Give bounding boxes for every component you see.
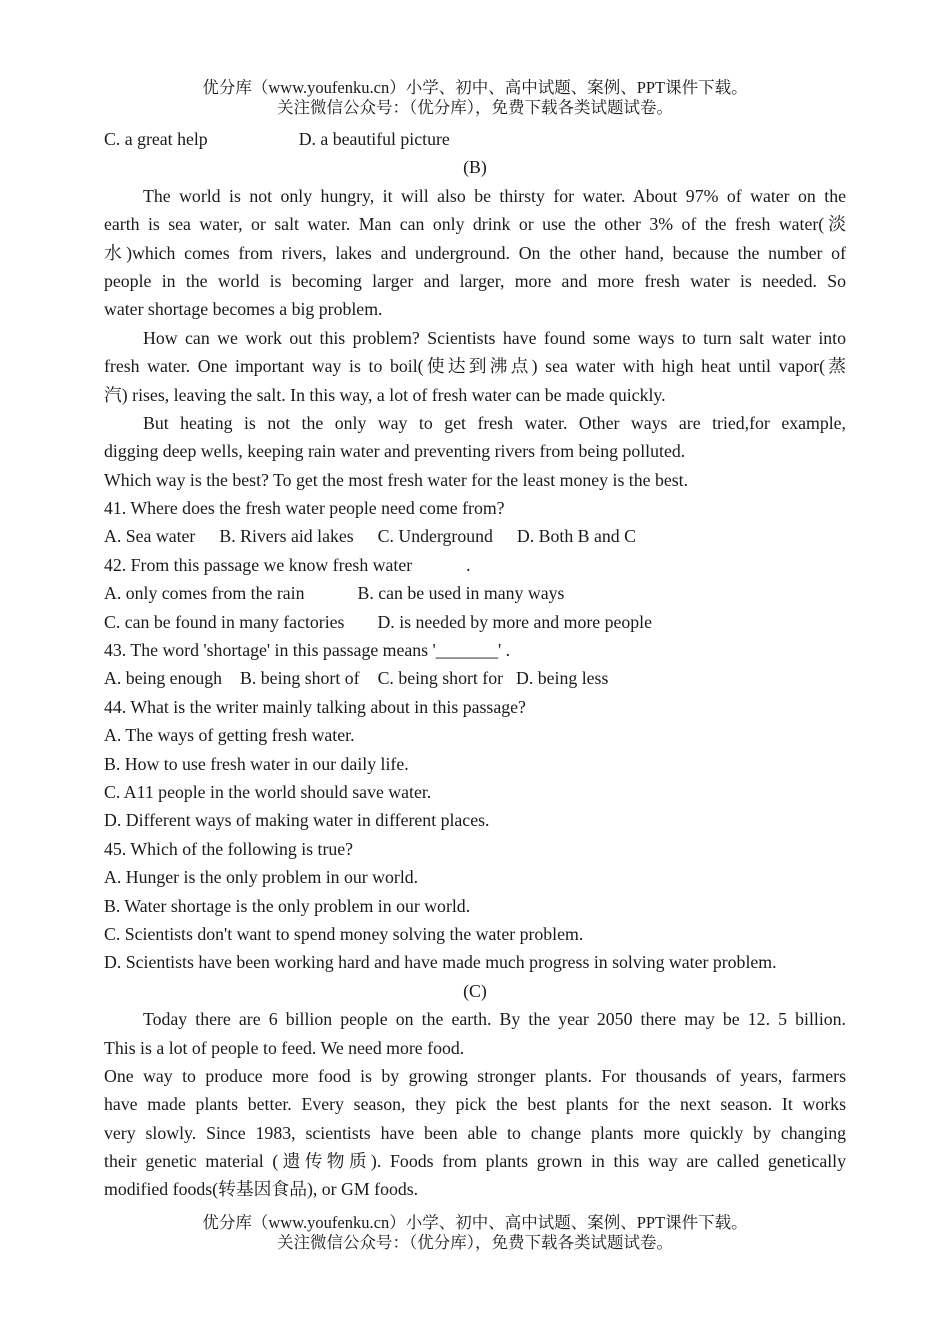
header-line-1: 优分库（www.youfenku.cn）小学、初中、高中试题、案例、PPT课件下载。: [202, 78, 748, 97]
page-header: [0, 78, 950, 118]
text-line: water shortage becomes a big problem.: [104, 299, 383, 320]
section-b-paragraph-2: [104, 324, 846, 409]
text-line: 水)which comes from rivers, lakes and underground. On the other hand, because the number of: [104, 242, 846, 263]
footer-line-1: 优分库（www.youfenku.cn）小学、初中、高中试题、案例、PPT课件下载。: [202, 1213, 748, 1232]
text-line: fresh water. One important way is to boil(使达到沸点) sea water with high heat until vapor(蒸: [104, 356, 846, 377]
option-d: D. is needed by more and more people: [377, 611, 653, 632]
option-c: C. Underground: [377, 526, 493, 547]
question-44-stem: 44. What is the writer mainly talking about in this passage?: [104, 696, 526, 717]
question-42-stem: [104, 551, 846, 579]
footer-line-2: 关注微信公众号：（优分库），免费下载各类试题试卷。: [277, 1233, 673, 1252]
option-a: A. The ways of getting fresh water.: [104, 725, 355, 746]
option-c: C. Scientists don't want to spend money solving the water problem.: [104, 923, 584, 944]
option-d: D. being less: [516, 668, 609, 689]
prev-question-options: [104, 125, 846, 153]
text-line: This is a lot of people to feed. We need more food.: [104, 1037, 465, 1058]
text-line: One way to produce more food is by growing stronger plants. For thousands of years, farmers: [104, 1065, 846, 1086]
option-a: A. Sea water: [104, 526, 196, 547]
text-line: The world is not only hungry, it will also be thirsty for water. About 97% of water on the: [143, 185, 846, 206]
question-42-options-row-2: [104, 608, 846, 636]
question-43-stem: 43. The word 'shortage' in this passage means '_______' .: [104, 640, 511, 661]
option-d: D. Different ways of making water in different places.: [104, 810, 490, 831]
text-line: earth is sea water, or salt water. Man can only drink or use the other 3% of the fresh water(淡: [104, 214, 846, 235]
option-a: A. Hunger is the only problem in our world.: [104, 867, 419, 888]
section-b-paragraph-3: [104, 409, 846, 466]
text-line: modified foods(转基因食品), or GM foods.: [104, 1179, 419, 1200]
text-line: How can we work out this problem? Scientists have found some ways to turn salt water into: [143, 327, 846, 348]
option-a: A. only comes from the rain: [104, 583, 305, 604]
section-b-paragraph-4: Which way is the best? To get the most fresh water for the least money is the best.: [104, 469, 689, 490]
option-b: B. Rivers aid lakes: [219, 526, 354, 547]
question-45-stem: 45. Which of the following is true?: [104, 838, 354, 859]
question-43-options: [104, 664, 846, 692]
option-d: D. Both B and C: [516, 526, 636, 547]
option-b: B. How to use fresh water in our daily life.: [104, 753, 409, 774]
document-body: [104, 125, 846, 1204]
text-line: have made plants better. Every season, they pick the best plants for the next season. It works: [104, 1094, 846, 1115]
section-c-paragraph-1: [104, 1005, 846, 1062]
question-42-options-row-1: [104, 579, 846, 607]
option-b: B. being short of: [240, 668, 360, 689]
text-line: digging deep wells, keeping rain water and preventing rivers from being polluted.: [104, 441, 686, 462]
option-b: B. can be used in many ways: [357, 583, 565, 604]
option-d: D. a beautiful picture: [298, 129, 450, 149]
text-line: their genetic material (遗传物质). Foods from plants grown in this way are called genetically: [104, 1151, 846, 1172]
option-d: D. Scientists have been working hard and have made much progress in solving water problem.: [104, 952, 777, 973]
text-line: Today there are 6 billion people on the earth. By the year 2050 there may be 12. 5 billion.: [143, 1009, 846, 1030]
text-line: 汽) rises, leaving the salt. In this way, a lot of fresh water can be made quickly.: [104, 384, 666, 405]
option-b: B. Water shortage is the only problem in our world.: [104, 895, 471, 916]
text-line: very slowly. Since 1983, scientists have been able to change plants more quickly by changing: [104, 1122, 846, 1143]
question-41-options: [104, 522, 846, 550]
question-42-end: .: [466, 554, 471, 575]
header-line-2: 关注微信公众号：（优分库），免费下载各类试题试卷。: [277, 98, 673, 117]
question-41-stem: 41. Where does the fresh water people need come from?: [104, 498, 505, 519]
section-b-paragraph-1: [104, 182, 846, 324]
section-c-heading: (C): [463, 980, 487, 1001]
section-c-paragraph-2: [104, 1062, 846, 1204]
text-line: But heating is not the only way to get fresh water. Other ways are tried,for example,: [143, 412, 846, 433]
option-c: C. being short for: [377, 668, 504, 689]
option-c: C. can be found in many factories: [104, 611, 345, 632]
page-footer: [0, 1213, 950, 1253]
option-c: C. A11 people in the world should save water.: [104, 781, 432, 802]
option-a: A. being enough: [104, 668, 223, 689]
question-42-text: 42. From this passage we know fresh water: [104, 554, 413, 575]
section-b-heading: (B): [463, 157, 487, 178]
option-c: C. a great help: [104, 129, 208, 149]
text-line: people in the world is becoming larger and larger, more and more fresh water is needed. So: [104, 270, 846, 291]
